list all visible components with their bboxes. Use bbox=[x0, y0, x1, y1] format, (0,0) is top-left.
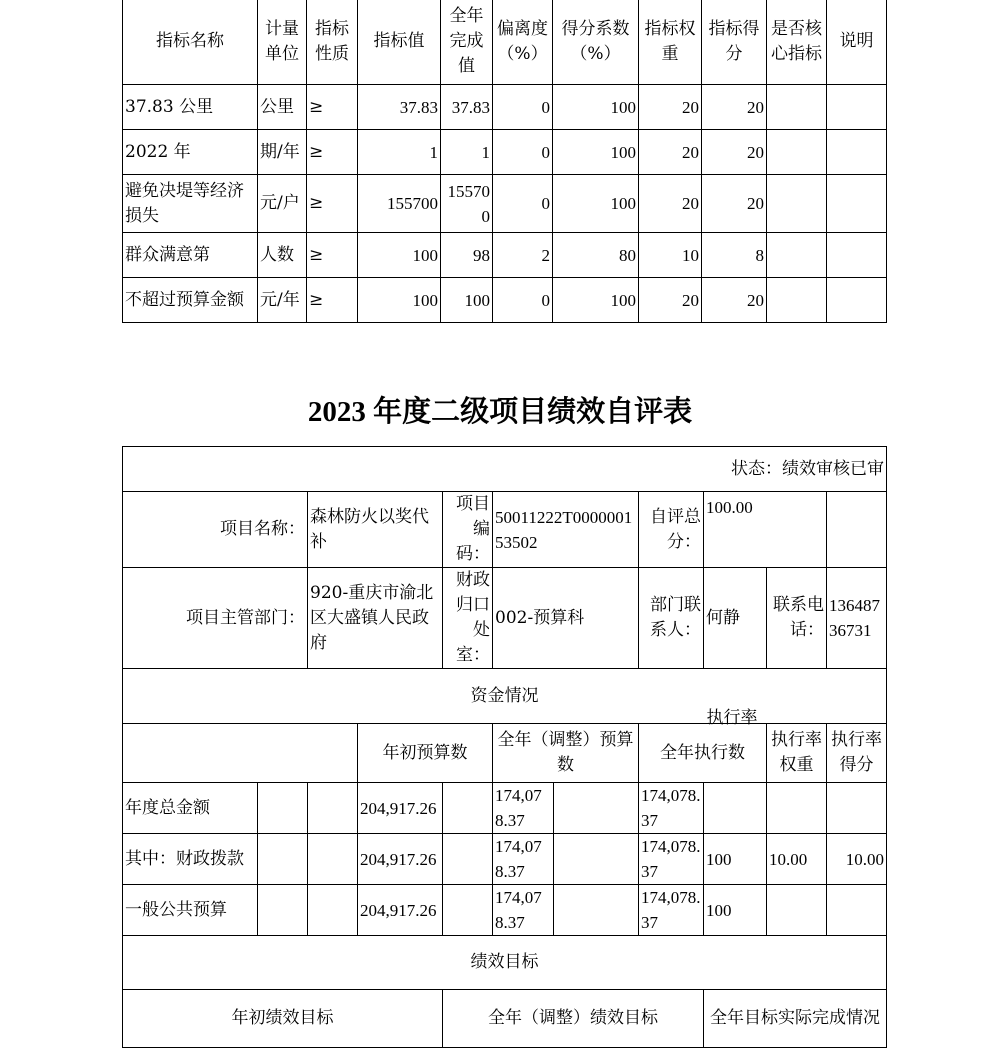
phone-value: 13648736731 bbox=[827, 568, 887, 669]
header-score: 指标得分 bbox=[702, 0, 767, 85]
indicator-score: 20 bbox=[702, 278, 767, 323]
indicator-target: 155700 bbox=[358, 175, 441, 233]
funds-section-row bbox=[123, 669, 887, 724]
indicator-target: 100 bbox=[358, 233, 441, 278]
table-row bbox=[123, 175, 887, 233]
funds-adjusted: 174,078.37 bbox=[493, 834, 554, 885]
funds-row-label: 年度总金额 bbox=[123, 783, 258, 834]
indicator-weight: 20 bbox=[639, 278, 702, 323]
empty-cell bbox=[258, 885, 308, 936]
indicator-deviation: 0 bbox=[493, 278, 553, 323]
empty-cell bbox=[308, 834, 358, 885]
status-row bbox=[123, 447, 887, 492]
self-score-label: 自评总分： bbox=[639, 492, 704, 568]
header-core: 是否核心指标 bbox=[767, 0, 827, 85]
indicator-weight: 10 bbox=[639, 233, 702, 278]
indicator-deviation: 2 bbox=[493, 233, 553, 278]
indicator-core bbox=[767, 85, 827, 130]
initial-budget-header: 年初预算数 bbox=[358, 724, 493, 783]
goals-section-title: 绩效目标 bbox=[123, 936, 887, 990]
indicator-note bbox=[827, 130, 887, 175]
funds-score bbox=[827, 783, 887, 834]
project-info-row bbox=[123, 492, 887, 568]
indicator-note bbox=[827, 278, 887, 323]
header-weight: 指标权重 bbox=[639, 0, 702, 85]
funds-adjusted: 174,078.37 bbox=[493, 783, 554, 834]
initial-goals-header: 年初绩效目标 bbox=[123, 990, 443, 1048]
indicator-actual: 37.83 bbox=[441, 85, 493, 130]
finance-office-value: 002-预算科 bbox=[493, 568, 639, 669]
page-title: 2023 年度二级项目绩效自评表 bbox=[307, 396, 693, 428]
empty-cell bbox=[443, 834, 493, 885]
funds-executed: 174,078.37 bbox=[639, 783, 704, 834]
indicator-name: 2022 年 bbox=[123, 130, 258, 175]
indicator-note bbox=[827, 175, 887, 233]
indicator-note bbox=[827, 233, 887, 278]
indicator-actual: 100 bbox=[441, 278, 493, 323]
header-nature: 指标性质 bbox=[307, 0, 358, 85]
adjusted-goals-header: 全年（调整）绩效目标 bbox=[443, 990, 704, 1048]
header-note: 说明 bbox=[827, 0, 887, 85]
executed-header: 全年执行数 bbox=[639, 724, 767, 783]
indicator-note bbox=[827, 85, 887, 130]
indicator-name: 避免决堤等经济损失 bbox=[123, 175, 258, 233]
funds-rate: 100 bbox=[704, 834, 767, 885]
indicator-coefficient: 100 bbox=[553, 85, 639, 130]
indicator-target: 100 bbox=[358, 278, 441, 323]
empty-cell bbox=[554, 783, 639, 834]
indicator-target: 37.83 bbox=[358, 85, 441, 130]
empty-cell bbox=[827, 492, 887, 568]
adjusted-budget-header: 全年（调整）预算数 bbox=[493, 724, 639, 783]
indicator-score: 20 bbox=[702, 175, 767, 233]
status-text: 状态：绩效审核已审 bbox=[123, 447, 887, 492]
funds-rate: 100 bbox=[704, 885, 767, 936]
contact-value: 何静 bbox=[704, 568, 767, 669]
indicator-nature: ≥ bbox=[307, 130, 358, 175]
indicator-coefficient: 100 bbox=[553, 175, 639, 233]
indicator-weight: 20 bbox=[639, 175, 702, 233]
indicator-unit: 期/年 bbox=[258, 130, 307, 175]
empty-cell bbox=[443, 885, 493, 936]
rate-header: 执行率 bbox=[706, 708, 758, 728]
empty-cell bbox=[554, 834, 639, 885]
indicator-actual: 1 bbox=[441, 130, 493, 175]
funds-weight: 10.00 bbox=[767, 834, 827, 885]
empty-cell bbox=[308, 885, 358, 936]
header-target: 指标值 bbox=[358, 0, 441, 85]
dept-value: 920-重庆市渝北区大盛镇人民政府 bbox=[308, 568, 443, 669]
funds-section-title: 资金情况 bbox=[123, 669, 887, 724]
indicator-coefficient: 100 bbox=[553, 278, 639, 323]
phone-label: 联系电话： bbox=[767, 568, 827, 669]
indicator-name: 不超过预算金额 bbox=[123, 278, 258, 323]
funds-score: 10.00 bbox=[827, 834, 887, 885]
indicator-name: 群众满意第 bbox=[123, 233, 258, 278]
funds-rate bbox=[704, 783, 767, 834]
project-name-value: 森林防火以奖代补 bbox=[308, 492, 443, 568]
project-code-label: 项目编码： bbox=[443, 492, 493, 568]
project-code-value: 50011222T000000153502 bbox=[493, 492, 639, 568]
actual-goals-header: 全年目标实际完成情况 bbox=[704, 990, 887, 1048]
indicator-nature: ≥ bbox=[307, 175, 358, 233]
funds-executed: 174,078.37 bbox=[639, 885, 704, 936]
empty-cell bbox=[258, 834, 308, 885]
table-row bbox=[123, 885, 887, 936]
dept-label: 项目主管部门： bbox=[123, 568, 308, 669]
funds-adjusted: 174,078.37 bbox=[493, 885, 554, 936]
rate-weight-header: 执行率权重 bbox=[767, 724, 827, 783]
finance-office-label: 财政归口处室： bbox=[443, 568, 493, 669]
indicator-weight: 20 bbox=[639, 130, 702, 175]
indicator-name: 37.83 公里 bbox=[123, 85, 258, 130]
indicator-score: 8 bbox=[702, 233, 767, 278]
funds-row-label: 一般公共预算 bbox=[123, 885, 258, 936]
indicator-core bbox=[767, 175, 827, 233]
indicator-table bbox=[122, 0, 887, 323]
funds-initial: 204,917.26 bbox=[358, 834, 443, 885]
empty-cell bbox=[308, 783, 358, 834]
contact-label: 部门联系人： bbox=[639, 568, 704, 669]
funds-initial: 204,917.26 bbox=[358, 783, 443, 834]
goals-section-row bbox=[123, 936, 887, 990]
indicator-nature: ≥ bbox=[307, 233, 358, 278]
indicator-core bbox=[767, 233, 827, 278]
evaluation-form-table bbox=[122, 446, 887, 1048]
funds-weight bbox=[767, 783, 827, 834]
indicator-deviation: 0 bbox=[493, 130, 553, 175]
funds-row-label: 其中：财政拨款 bbox=[123, 834, 258, 885]
table-row bbox=[123, 130, 887, 175]
project-name-label: 项目名称： bbox=[123, 492, 308, 568]
indicator-core bbox=[767, 278, 827, 323]
funds-executed: 174,078.37 bbox=[639, 834, 704, 885]
table-row bbox=[123, 233, 887, 278]
empty-cell bbox=[554, 885, 639, 936]
indicator-target: 1 bbox=[358, 130, 441, 175]
header-indicator-name: 指标名称 bbox=[123, 0, 258, 85]
header-unit: 计量单位 bbox=[258, 0, 307, 85]
header-deviation: 偏离度（%） bbox=[493, 0, 553, 85]
indicator-actual: 155700 bbox=[441, 175, 493, 233]
department-row bbox=[123, 568, 887, 669]
table-row bbox=[123, 834, 887, 885]
indicator-core bbox=[767, 130, 827, 175]
indicator-deviation: 0 bbox=[493, 85, 553, 130]
rate-score-header: 执行率得分 bbox=[827, 724, 887, 783]
funds-initial: 204,917.26 bbox=[358, 885, 443, 936]
header-actual: 全年完成值 bbox=[441, 0, 493, 85]
indicator-unit: 公里 bbox=[258, 85, 307, 130]
empty-cell bbox=[258, 783, 308, 834]
indicator-actual: 98 bbox=[441, 233, 493, 278]
indicator-coefficient: 80 bbox=[553, 233, 639, 278]
indicator-score: 20 bbox=[702, 85, 767, 130]
indicator-weight: 20 bbox=[639, 85, 702, 130]
empty-cell bbox=[123, 724, 358, 783]
table-row bbox=[123, 85, 887, 130]
indicator-nature: ≥ bbox=[307, 278, 358, 323]
goals-header-row bbox=[123, 990, 887, 1048]
table-row bbox=[123, 278, 887, 323]
indicator-coefficient: 100 bbox=[553, 130, 639, 175]
indicator-nature: ≥ bbox=[307, 85, 358, 130]
funds-score bbox=[827, 885, 887, 936]
header-coefficient: 得分系数（%） bbox=[553, 0, 639, 85]
self-score-value: 100.00 bbox=[704, 492, 827, 568]
indicator-unit: 元/户 bbox=[258, 175, 307, 233]
table-row bbox=[123, 783, 887, 834]
empty-cell bbox=[443, 783, 493, 834]
indicator-header-row bbox=[123, 0, 887, 85]
indicator-unit: 人数 bbox=[258, 233, 307, 278]
indicator-unit: 元/年 bbox=[258, 278, 307, 323]
funds-weight bbox=[767, 885, 827, 936]
indicator-deviation: 0 bbox=[493, 175, 553, 233]
indicator-score: 20 bbox=[702, 130, 767, 175]
funds-header-row bbox=[123, 724, 887, 783]
